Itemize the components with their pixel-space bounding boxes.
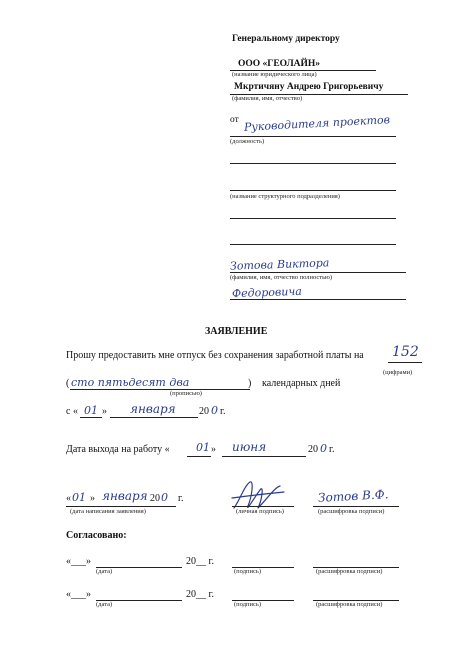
approval-year: 20__ г. xyxy=(186,556,214,567)
sign-year-suffix: г. xyxy=(178,493,184,504)
approval-transcript-caption-2: (расшифровка подписи) xyxy=(316,601,383,608)
approval-date-caption: (дата) xyxy=(96,568,113,575)
sign-quote-close: » xyxy=(90,493,95,504)
start-year-suffix: г. xyxy=(220,406,226,417)
sign-year-prefix: 20 xyxy=(150,493,160,504)
company-caption: (название юридического лица) xyxy=(232,71,317,78)
blank-line-3 xyxy=(230,244,396,245)
director-name: Мкртичяну Андрею Григорьевичу xyxy=(234,82,384,92)
handwritten-return-month: июня xyxy=(232,440,267,454)
approval-transcript-caption: (расшифровка подписи) xyxy=(316,568,383,575)
handwritten-return-day: 01 xyxy=(196,441,210,454)
approval-year-2: 20__ г. xyxy=(186,589,214,600)
handwritten-position: Руководителя проектов xyxy=(243,113,391,134)
sign-date-open: « xyxy=(66,493,71,504)
approval-date-caption-2: (дата) xyxy=(96,601,113,608)
start-month-line xyxy=(110,417,198,418)
approval-sign-caption-2: (подпись) xyxy=(234,601,261,608)
return-year-prefix: 20 xyxy=(308,444,318,455)
department-line xyxy=(230,190,396,191)
request-text: Прошу предоставить мне отпуск без сохранения заработной платы на xyxy=(66,350,364,361)
fullname-line xyxy=(230,272,406,273)
handwritten-return-year: 0 xyxy=(320,442,327,455)
signature-line xyxy=(232,506,294,507)
return-year-suffix: г. xyxy=(329,444,335,455)
handwritten-start-month: января xyxy=(130,402,176,416)
department-caption: (название структурного подразделения) xyxy=(230,193,340,200)
sign-date-line xyxy=(66,506,176,507)
return-day-line xyxy=(187,456,211,457)
handwritten-sign-month: января xyxy=(102,489,148,503)
start-year-prefix: 20 xyxy=(199,406,209,417)
start-prefix: с « xyxy=(66,406,78,417)
start-quote-close: » xyxy=(102,406,107,417)
position-line xyxy=(230,136,396,137)
blank-line-1 xyxy=(230,163,396,164)
handwritten-sign-year: 0 xyxy=(161,491,168,504)
handwritten-days-digits: 152 xyxy=(392,344,419,360)
director-caption: (фамилия, имя, отчество) xyxy=(232,95,303,102)
handwritten-transcript: Зотов В.Ф. xyxy=(317,487,389,505)
approval-title: Согласовано: xyxy=(66,530,127,541)
days-digits-line xyxy=(388,362,422,363)
handwritten-start-year: 0 xyxy=(211,404,218,417)
start-day-line xyxy=(80,417,102,418)
transcript-caption: (расшифровка подписи) xyxy=(318,508,385,515)
transcript-line xyxy=(313,506,399,507)
addressee: Генеральному директору xyxy=(232,34,340,44)
company-name: ООО «ГЕОЛАЙН» xyxy=(238,59,321,69)
handwritten-start-day: 01 xyxy=(84,404,98,417)
handwritten-days-words: сто пятьдесят два xyxy=(71,376,190,389)
document-title: ЗАЯВЛЕНИЕ xyxy=(205,326,268,337)
return-text: Дата выхода на работу « xyxy=(66,444,170,455)
from-label: от xyxy=(230,115,239,125)
blank-line-2 xyxy=(230,218,396,219)
words-caption: (прописью) xyxy=(170,390,202,397)
handwritten-surname: Зотова Виктора xyxy=(229,256,330,273)
return-month-line xyxy=(222,456,306,457)
approval-date-open-2: «___» xyxy=(66,589,91,600)
fullname-line-2 xyxy=(230,299,406,300)
days-words-line xyxy=(70,389,250,390)
sign-date-caption: (дата написания заявления) xyxy=(70,508,146,515)
handwritten-sign-day: 01 xyxy=(72,491,86,504)
position-caption: (должность) xyxy=(230,138,265,145)
signature-caption: (личная подпись) xyxy=(236,508,284,515)
handwritten-patronymic: Федоровича xyxy=(231,284,303,301)
fullname-caption: (фамилия, имя, отчество полностью) xyxy=(230,274,333,281)
approval-sign-caption: (подпись) xyxy=(234,568,261,575)
approval-date-open: «___» xyxy=(66,556,91,567)
digits-caption: (цифрами) xyxy=(383,369,413,376)
return-quote-close: » xyxy=(211,444,216,455)
days-text: календарных дней xyxy=(262,378,341,389)
